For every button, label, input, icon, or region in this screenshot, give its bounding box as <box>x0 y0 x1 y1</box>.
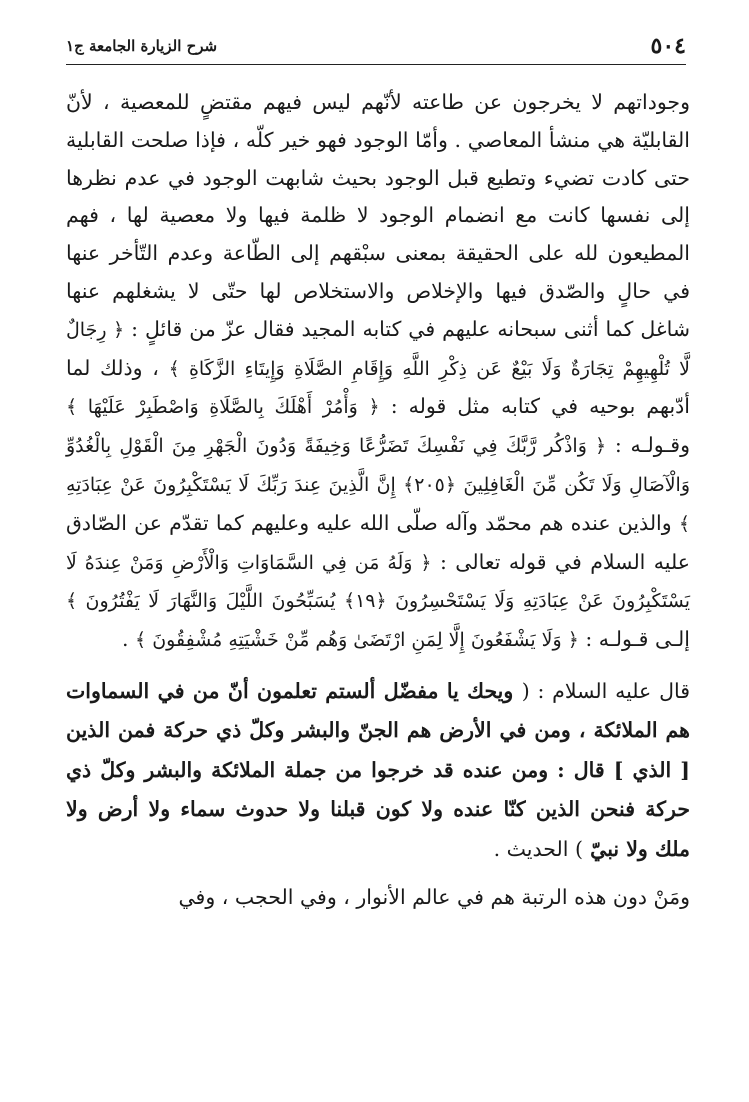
paragraph-text: وجوداتهم لا يخرجون عن طاعته لأنّهم ليس فيهم مقتضٍ للمعصية ، لأنّ القابليّة هي منشأ المعاصي . وأمّا الوجود فهو خير كلّه ، فإذا صلحت القابلية حتى كادت تضيء وتطيع قبل الوجود بحيث شابهت الوجود في عدم نظرها إلى نفسها كانت مع انضمام الوجود لا ظلمة فيها ولا معصية لها ، فهم المطيعون لله على الحقيقة بمعنى سبْقهم إلى الطّاعة وعدم التّأخر عنها في حالٍ والصّدق فيها والإخلاص والاستخلاص لها حتّى لا يشغلهم عنها شاغل كما أثنى سبحانه عليهم في كتابه المجيد فقال عزّ من قائلٍ : <box>66 90 690 341</box>
paragraph-text: وقـولـه : <box>614 433 690 458</box>
closing-paragraph <box>66 879 690 917</box>
running-title: شرح الزيارة الجامعة ج١ <box>66 37 218 55</box>
quran-verse: ﴿ رِجَالٌ لَّا تُلْهِيهِمْ تِجَارَةٌ وَلَا بَيْعٌ عَن ذِكْرِ اللَّهِ وَإِقَامِ الصَّلَاةِ وَإِيتَاءِ الزَّكَاةِ ﴾ <box>66 318 690 380</box>
hadith-tail: ) الحديث . <box>493 836 583 861</box>
hadith-intro: قال عليه السلام : ( <box>521 678 691 703</box>
page-number: ٥٠٤ <box>650 33 686 59</box>
hadith-paragraph <box>66 672 690 870</box>
paragraph-text: . <box>121 627 129 652</box>
header-divider <box>66 64 686 65</box>
hadith-quote: ويحك يا مفضّل ألستم تعلمون أنّ من في السماوات هم الملائكة ، ومن في الأرض هم الجنّ والبشر وكلّ ذي حركة فمن الذين [ الذي ] قال : ومن عنده قد خرجوا من جملة الملائكة والبشر وكلّ ذي حركة فنحن الذين كنّا عنده ولا كون قبلنا ولا حدوث سماء ولا أرض ولا ملك ولا نبيّ <box>66 678 690 861</box>
main-paragraph <box>66 84 690 660</box>
quran-verse: ﴿ وَاذْكُر رَّبَّكَ فِي نَفْسِكَ تَضَرُّعًا وَخِيفَةً وَدُونَ الْجَهْرِ مِنَ الْقَوْلِ بِالْغُدُوِّ وَالْآصَالِ وَلَا تَكُن مِّنَ الْغَافِلِينَ ﴿٢٠٥﴾ إِنَّ الَّذِينَ عِندَ رَبِّكَ لَا يَسْتَكْبِرُونَ عَنْ عِبَادَتِهِ ﴾ <box>66 435 690 535</box>
page-header <box>66 30 686 62</box>
paragraph-text: ومَنْ دون هذه الرتبة هم في عالم الأنوار ، وفي الحجب ، وفي <box>178 885 690 910</box>
quran-verse: ﴿ وَلَهُ مَن فِي السَّمَاوَاتِ وَالْأَرْضِ وَمَنْ عِندَهُ لَا يَسْتَكْبِرُونَ عَنْ عِبَادَتِهِ وَلَا يَسْتَحْسِرُونَ ﴿١٩﴾ يُسَبِّحُونَ اللَّيْلَ وَالنَّهَارَ لَا يَفْتُرُونَ ﴾ <box>66 551 690 613</box>
paragraph-text: إلـى قـولـه : <box>585 627 690 652</box>
paragraph-text: والذين عنده هم محمّد وآله صلّى الله عليه وعليهم كما تقدّم عن الصّادق عليه السلام في قوله تعالى : <box>66 510 690 574</box>
quran-verse: ﴿ وَأْمُرْ أَهْلَكَ بِالصَّلَاةِ وَاصْطَبِرْ عَلَيْهَا ﴾ <box>66 396 380 419</box>
page-body <box>66 84 690 917</box>
paragraph-text: ، وذلك لما أدّبهم بوحيه في كتابه مثل قوله : <box>66 355 690 419</box>
quran-verse: ﴿ وَلَا يَشْفَعُونَ إِلَّا لِمَنِ ارْتَضَىٰ وَهُم مِّنْ خَشْيَتِهِ مُشْفِقُونَ ﴾ <box>135 629 579 652</box>
